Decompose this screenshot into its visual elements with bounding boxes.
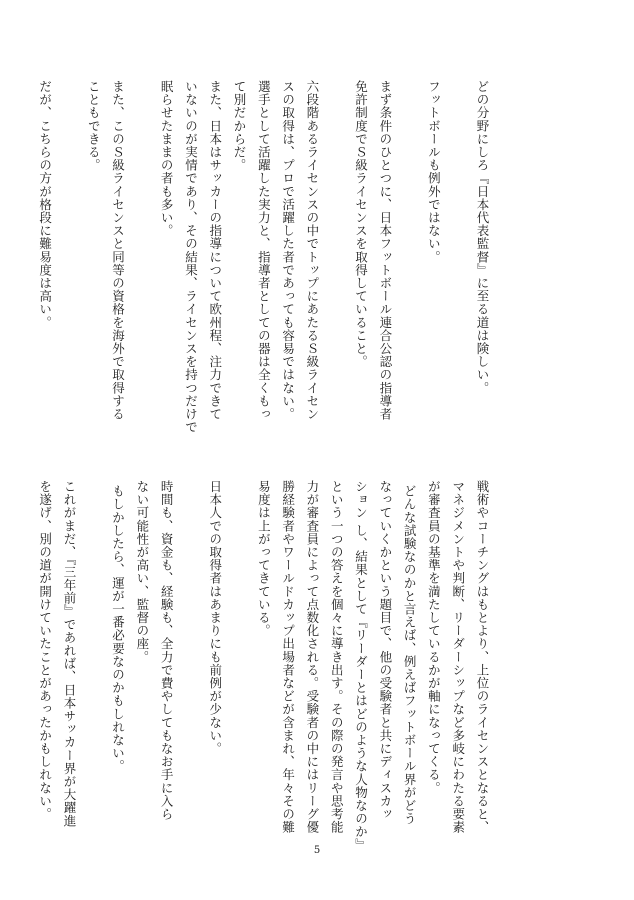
- lower-text-block: 戦術やコーチングはもとより、上位のライセンスとなると、 マネジメントや判断、リーダーシップなど多岐にわたる要素 が審査員の基準を満たしているかが軸になってくる。 どんな試験なのかと言えば、例えばフットボール界がどう なっていくかという題目で、他の受験者と共にディスカッ ション し、結果として『リーダーとはどのような人物なのか』 という一つの答えを個々に導き出す。その際の発言や思考能 力が審査員によって点数化される。受験者の中にはリーグ優 勝経験者やワールドカップ出場者などが含まれ、年々その難 易度は上がってきている。 日本人での取得者はあまりにも前例が少ない。 時間も、資金も、経験も、全力で費やしてもなお手に入ら ない可能性が高い、監督の座。 もしかしたら、運が一番必要なのかもしれない。 これがまだ、『三年前』であれば、日本サッカー界が大躍進 を遂げ、別の道が開けていたことがあったかもしれない。: [37, 480, 490, 852]
- page-number: 5: [313, 845, 321, 856]
- upper-text-block: どの分野にしろ『日本代表監督』に至る道は険しい。 フットボールも例外ではない。 まず条件のひとつに、日本フットボール連合公認の指導者 免許制度でＳ級ライセンスを取得していること。 六段階あるライセンスの中でトップにあたるＳ級ライセン スの取得は、プロで活躍した者であっても容易ではない。 選手として活躍した実力と、指導者としての器は全くもっ て別だからだ。 また、日本はサッカーの指導について欧州程、注力できて いないのが実情であり、その結果、ライセンスを持つだけで 眠らせたままの者も多い。 また、このＳ級ライセンスと同等の資格を海外で取得する こともできる。 だが、こちらの方が格段に難易度は高い。: [37, 80, 490, 434]
